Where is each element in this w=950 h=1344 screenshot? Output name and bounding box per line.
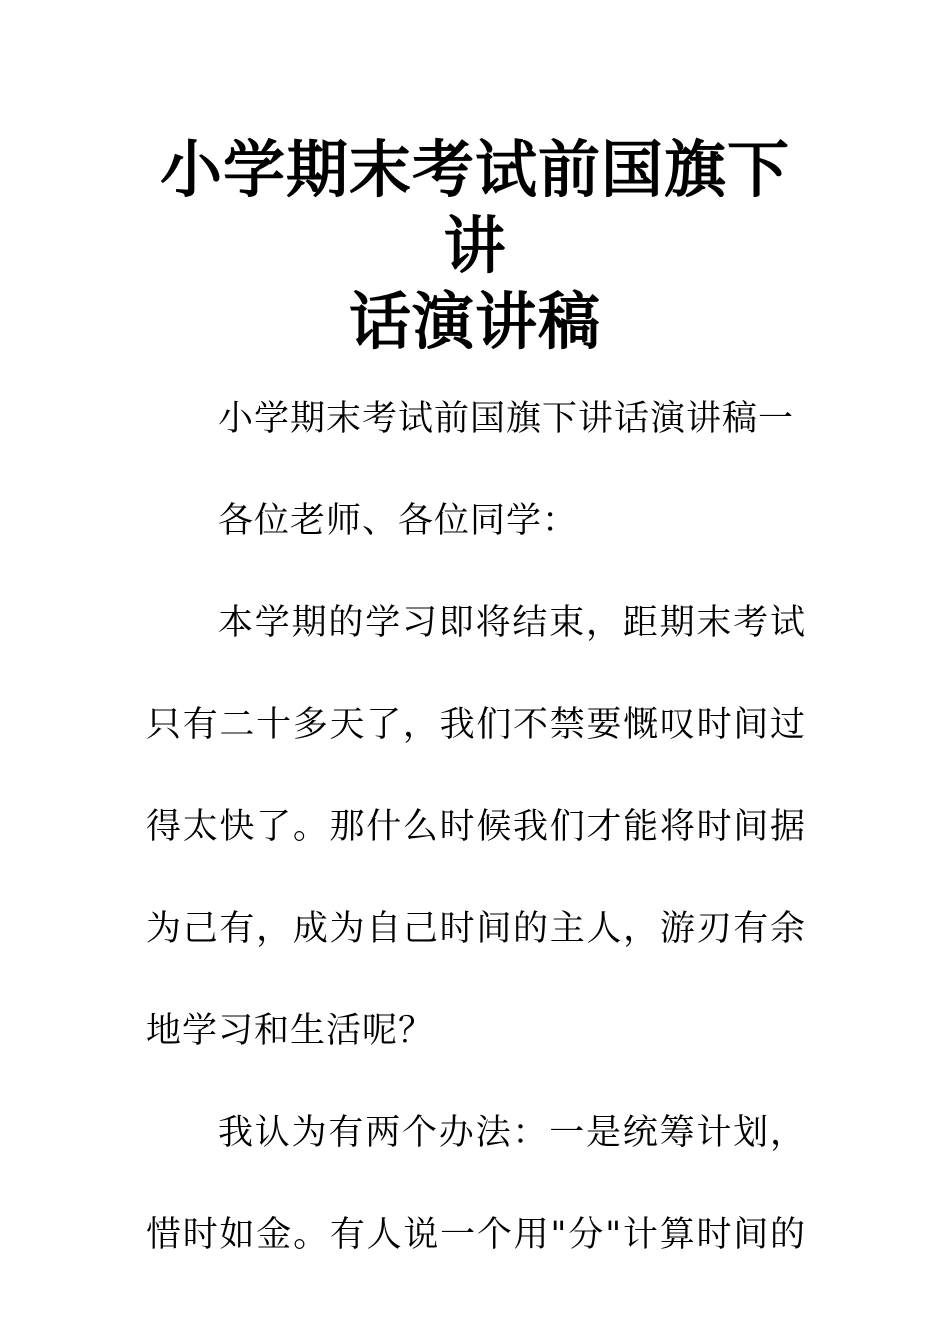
paragraph-1-line: 地学习和生活呢？ [146,1011,435,1051]
paragraph-2-line: 我认为有两个办法：一是统筹计划， [218,1113,806,1153]
title-line-2: 话演讲稿 [348,285,601,358]
document-body [146,368,806,1286]
paragraph-1 [146,572,806,1082]
document-title [150,132,800,360]
salutation [146,470,806,572]
section-heading-text: 小学期末考试前国旗下讲话演讲稿一 [218,399,795,439]
title-line-1: 小学期末考试前国旗下讲 [159,133,790,282]
salutation-text: 各位老师、各位同学： [218,501,579,541]
paragraph-2-line: 惜时如金。有人说一个用"分"计算时间的 [146,1215,806,1255]
paragraph-1-line: 只有二十多天了，我们不禁要慨叹时间过 [146,705,806,745]
paragraph-1-line: 得太快了。那什么时候我们才能将时间据 [146,807,806,847]
section-heading [146,368,806,470]
paragraph-1-line: 本学期的学习即将结束，距期末考试 [218,603,806,643]
paragraph-1-line: 为己有，成为自己时间的主人，游刃有余 [146,909,806,949]
paragraph-2 [146,1082,806,1286]
